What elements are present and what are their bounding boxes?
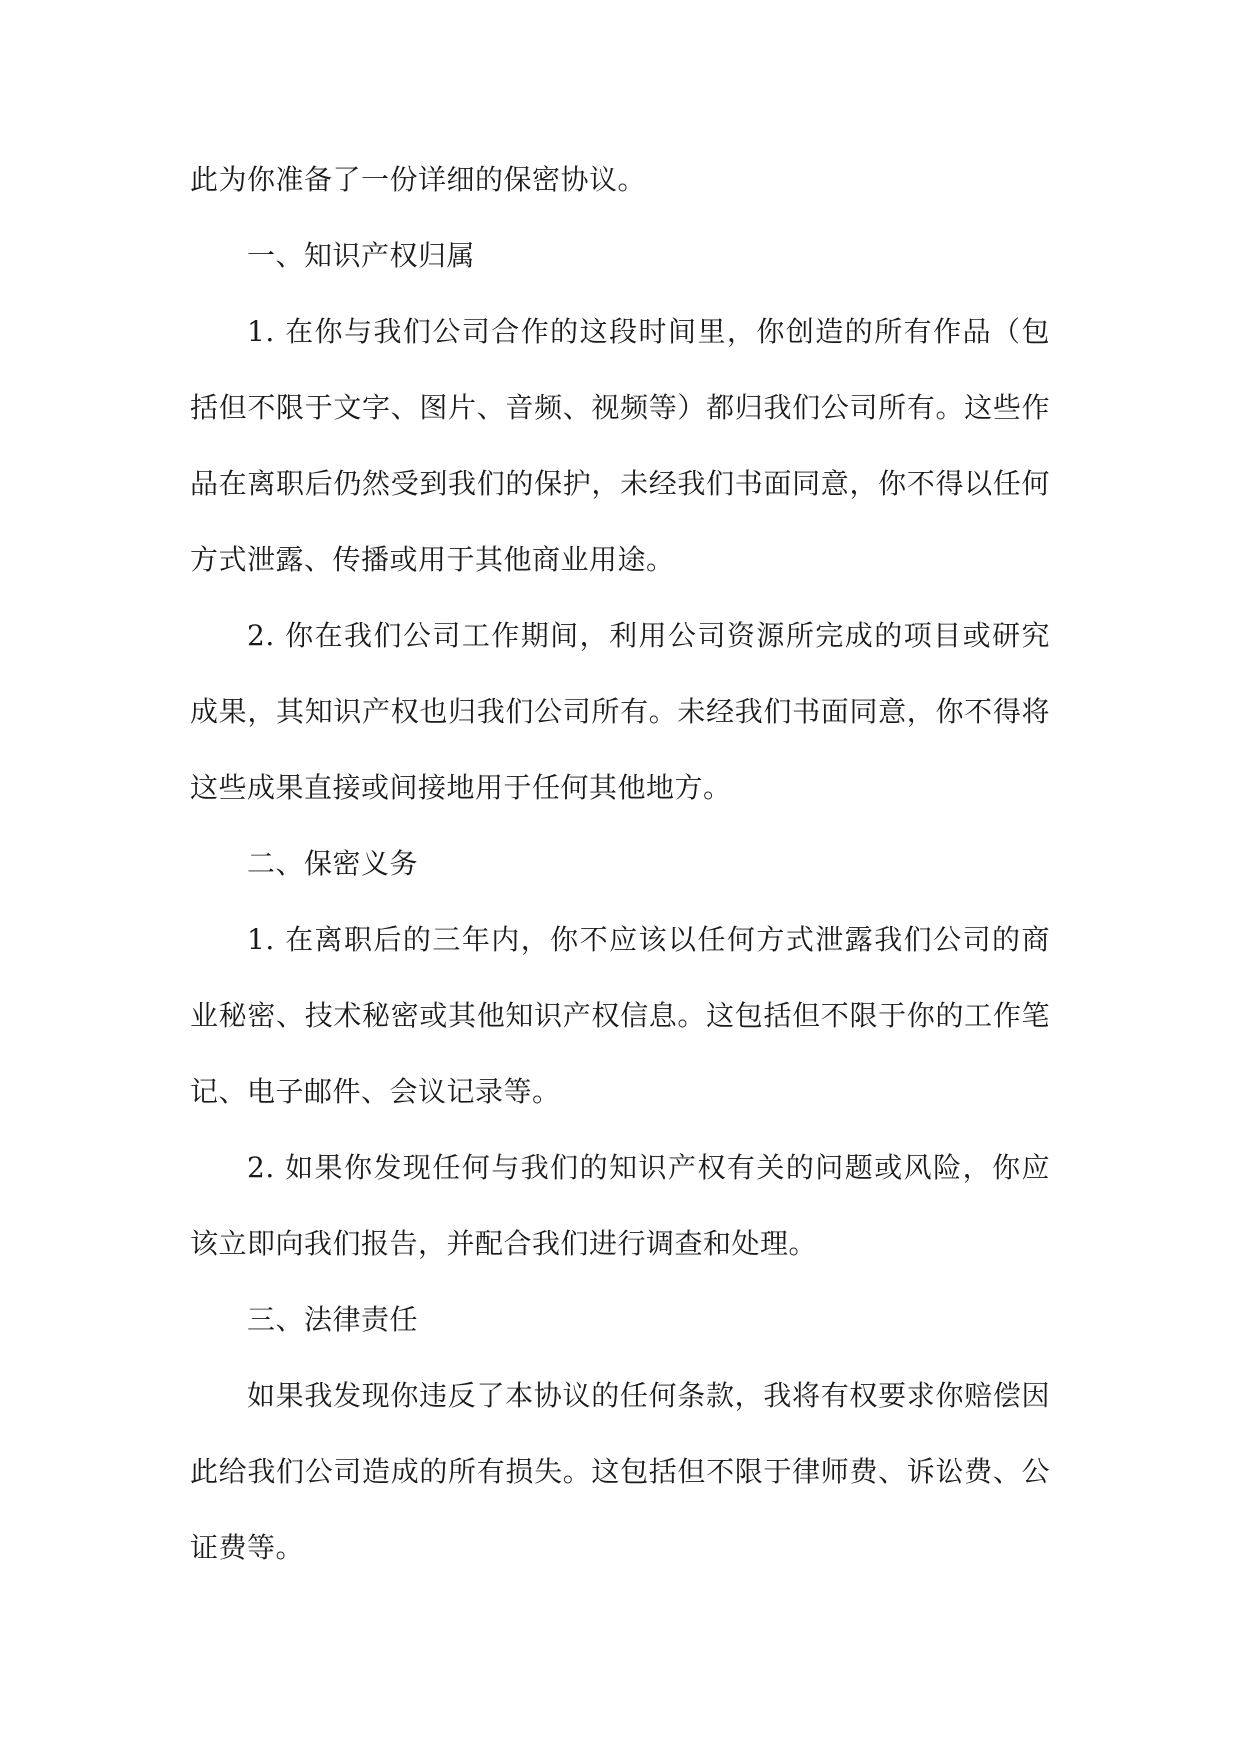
clause-paragraph: 1. 在你与我们公司合作的这段时间里，你创造的所有作品（包括但不限于文字、图片、音频、视频等）都归我们公司所有。这些作品在离职后仍然受到我们的保护，未经我们书面同意，你不得以任何方式泄露、传播或用于其他商业用途。 xyxy=(190,315,1050,576)
intro-paragraph: 此为你准备了一份详细的保密协议。 xyxy=(190,163,647,196)
clause-paragraph: 2. 如果你发现任何与我们的知识产权有关的问题或风险，你应该立即向我们报告，并配合我们进行调查和处理。 xyxy=(190,1151,1050,1260)
clause-paragraph: 如果我发现你违反了本协议的任何条款，我将有权要求你赔偿因此给我们公司造成的所有损失。这包括但不限于律师费、诉讼费、公证费等。 xyxy=(190,1379,1050,1564)
document-body xyxy=(190,142,1050,1586)
clause-paragraph: 2. 你在我们公司工作期间，利用公司资源所完成的项目或研究成果，其知识产权也归我们公司所有。未经我们书面同意，你不得将这些成果直接或间接地用于任何其他地方。 xyxy=(190,619,1050,804)
section-heading-confidentiality: 二、保密义务 xyxy=(247,847,419,880)
section-heading-legal-liability: 三、法律责任 xyxy=(247,1303,419,1336)
clause-paragraph: 1. 在离职后的三年内，你不应该以任何方式泄露我们公司的商业秘密、技术秘密或其他知识产权信息。这包括但不限于你的工作笔记、电子邮件、会议记录等。 xyxy=(190,923,1050,1108)
section-heading-ip-ownership: 一、知识产权归属 xyxy=(247,239,476,272)
